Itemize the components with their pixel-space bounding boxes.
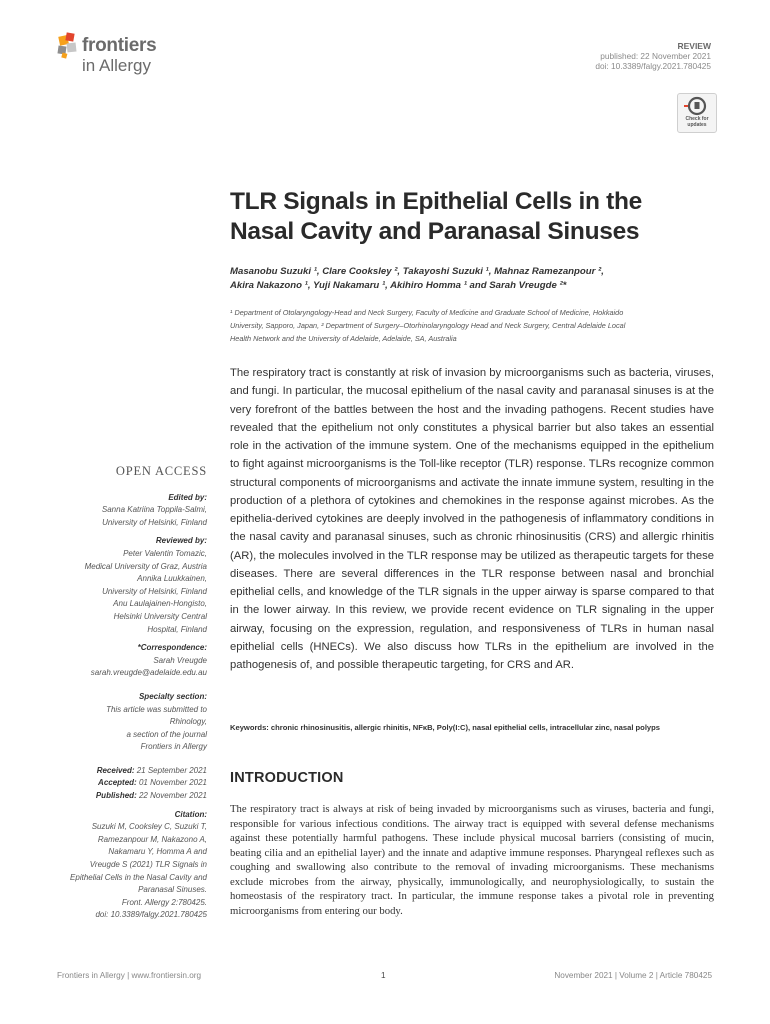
reviewer-line: Hospital, Finland <box>147 624 207 634</box>
title-line-2: Nasal Cavity and Paranasal Sinuses <box>230 218 640 245</box>
reviewer-line: Helsinki University Central <box>113 611 207 621</box>
check-updates-label-line2: updates <box>687 121 707 128</box>
published-date-sidebar <box>52 790 207 803</box>
keywords: Keywords: chronic rhinosinusitis, allergic rhinitis, NFκB, Poly(I:C), nasal epithelial cells, intracellular zinc, nasal polyps <box>230 723 661 732</box>
affiliation-line-3: Health Network and the University of Adelaide, Adelaide, SA, Australia <box>230 334 457 343</box>
authors-line-2[interactable]: Akira Nakazono ¹, Yuji Nakamaru ¹, Akihiro Homma ¹ and Sarah Vreugde ²* <box>230 279 567 291</box>
published-date: published: 22 November 2021 <box>600 51 711 61</box>
frontiers-logo-icon <box>57 32 83 62</box>
editor-line: University of Helsinki, Finland <box>102 517 207 527</box>
reviewer-line: Medical University of Graz, Austria <box>84 561 207 571</box>
footer-journal-link[interactable]: Frontiers in Allergy | www.frontiersin.org <box>57 971 202 980</box>
affiliations <box>230 306 715 345</box>
reviewed-by-heading: Reviewed by: <box>155 536 207 546</box>
article-type: REVIEW <box>677 41 711 51</box>
specialty-line: a section of the journal <box>126 729 207 739</box>
article-meta <box>595 41 711 71</box>
received-label: Received: <box>96 765 135 775</box>
author-list <box>230 265 715 292</box>
citation-line: Suzuki M, Cooksley C, Suzuki T, <box>91 822 207 832</box>
abstract: The respiratory tract is constantly at risk of invasion by microorganisms such as bacteria, viruses, and fungi. In particular, the mucosal epithelium of the nasal cavity and paranasal sinuses is at the very forefront of the battles between the host and the invading pathogens. Recent studies have revealed that the epithelium not only constitutes a physical barrier but also takes an essential role in the activation of the immune system. One of the mechanisms equipped in the epithelium to fight against microorganisms is the Toll-like receptor (TLR) response. TLRs recognize common structural components of microorganisms and activate the innate immune system, resulting in the production of a plethora of cytokines and chemokines in the response against microbes. As the epithelia-derived cytokines are deeply involved in the pathogenesis of inflammatory conditions in the nasal cavity and paranasal sinuses, such as chronic rhinosinusitis (CRS) and allergic rhinitis (AR), the molecules involved in the TLR response may be utilized as therapeutic targets for these diseases. There are several differences in the TLR response between nasal and bronchial epithelial cells, and knowledge of the TLR signals in the upper airway is sparse compared to that in the lower airway. In this review, we provide recent evidence on TLR signaling in the upper airway, focusing on the expression, regulation, and responsiveness of TLRs in human nasal epithelial cells (HNECs). We also discuss how TLRs in the epithelium are involved in the pathogenesis of, and possible therapeutic targeting, for CRS and AR. <box>230 367 714 671</box>
received-date <box>52 765 207 778</box>
citation-line: Nakamaru Y, Homma A and <box>108 847 207 857</box>
reviewer-line: Annika Luukkainen, <box>137 574 207 584</box>
article-title <box>230 187 710 247</box>
published-value: 22 November 2021 <box>136 791 207 801</box>
specialty-line: Frontiers in Allergy <box>140 742 207 752</box>
reviewer-line: Anu Laulajainen-Hongisto, <box>113 599 207 609</box>
affiliation-line-1: ¹ Department of Otolaryngology-Head and Neck Surgery, Faculty of Medicine and Graduate School of Medicine, Hokkaido <box>230 308 624 317</box>
accepted-date <box>52 777 207 790</box>
accepted-value: 01 November 2021 <box>136 778 207 788</box>
specialty-line: This article was submitted to <box>106 704 207 714</box>
check-updates-label-line1: Check for <box>685 116 709 122</box>
check-for-updates-button[interactable] <box>677 93 717 133</box>
published-label: Published: <box>95 791 137 801</box>
reviewer-line: University of Helsinki, Finland <box>102 586 207 596</box>
title-line-1: TLR Signals in Epithelial Cells in the <box>230 188 642 215</box>
article-sidebar <box>52 465 207 922</box>
edited-by-heading: Edited by: <box>168 492 207 502</box>
correspondence-email-link[interactable]: sarah.vreugde@adelaide.edu.au <box>90 668 207 678</box>
correspondence-heading: *Correspondence: <box>137 643 207 653</box>
accepted-label: Accepted: <box>98 778 137 788</box>
affiliation-line-2: University, Sapporo, Japan, ² Department of Surgery–Otorhinolaryngology Head and Neck Surgery, Central Adelaide Local <box>230 321 626 330</box>
citation-line: Front. Allergy 2:780425. <box>121 897 207 907</box>
specialty-section-heading: Specialty section: <box>138 691 207 701</box>
footer-issue-info: November 2021 | Volume 2 | Article 780425 <box>554 971 712 980</box>
article-doi[interactable]: doi: 10.3389/falgy.2021.780425 <box>595 61 711 71</box>
introduction-heading: INTRODUCTION <box>230 770 344 786</box>
specialty-line: Rhinology, <box>169 717 207 727</box>
introduction-paragraph: The respiratory tract is always at risk of being invaded by microorganisms such as viruses, bacteria and fungi, responsible for various infectious conditions. The airway tract is equipped with several defense mechanisms against these potentially harmful pathogens. These include physical mucosal barriers (consisting of mucin, beating cilia and an epithelial layer) and the innate and adaptive immune responses. Pharyngeal reflexes such as coughing and swallowing also contribute to the removal of invading microorganisms. These mechanisms exclude microbes from the airway, physically, immunologically, and neurophysiologically, to sustain the homeostasis of the respiratory tract. In particular, the immune response takes a pivotal role in preventing microorganisms from entering our body. <box>230 803 714 917</box>
citation-line: Epithelial Cells in the Nasal Cavity and <box>70 872 207 882</box>
received-value: 21 September 2021 <box>134 765 207 775</box>
authors-line-1[interactable]: Masanobu Suzuki ¹, Clare Cooksley ², Takayoshi Suzuki ¹, Mahnaz Ramezanpour ², <box>230 266 604 277</box>
page-number: 1 <box>381 971 386 980</box>
editor-line: Sanna Katriina Toppila-Salmi, <box>101 505 207 515</box>
citation-line: Paranasal Sinuses. <box>138 885 207 895</box>
correspondence-name: Sarah Vreugde <box>153 655 207 665</box>
citation-doi-link[interactable]: doi: 10.3389/falgy.2021.780425 <box>95 910 207 920</box>
citation-heading: Citation: <box>174 809 207 819</box>
journal-brand-name: frontiers <box>82 35 157 56</box>
reviewer-line: Peter Valentin Tomazic, <box>123 548 207 558</box>
citation-line: Vreugde S (2021) TLR Signals in <box>89 860 207 870</box>
open-access-label: OPEN ACCESS <box>115 464 207 478</box>
citation-line: Ramezanpour M, Nakazono A, <box>97 834 207 844</box>
journal-section-name: in Allergy <box>82 56 151 75</box>
